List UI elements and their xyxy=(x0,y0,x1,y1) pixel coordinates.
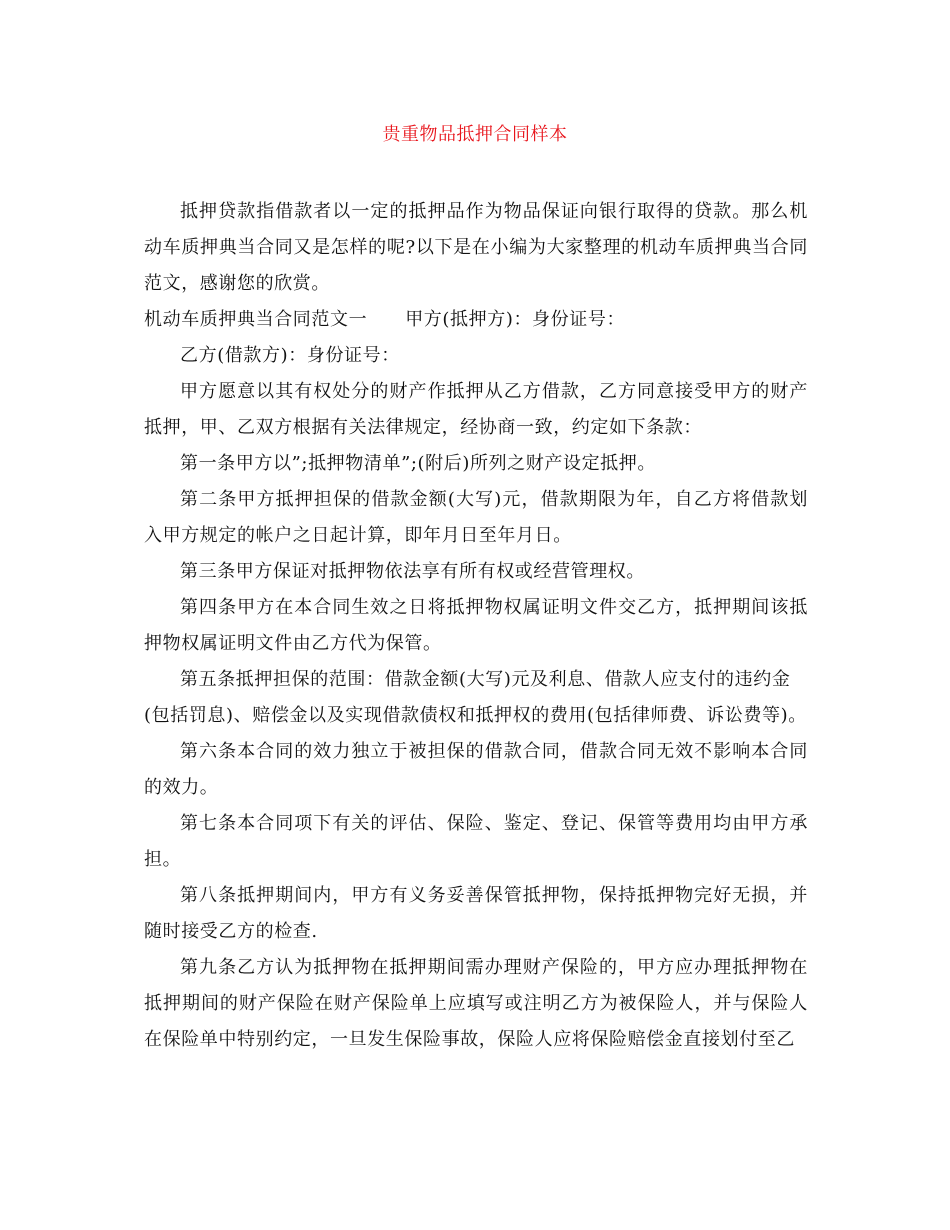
party-b-line: 乙方(借款方)：身份证号： xyxy=(180,345,400,366)
article-2: 第二条甲方抵押担保的借款金额(大写)元，借款期限为年，自乙方将借款划入甲方规定的帐户之日起计算，即年月日至年月日。 xyxy=(144,489,808,546)
document-body xyxy=(144,194,808,1058)
article-9: 第九条乙方认为抵押物在抵押期间需办理财产保险的，甲方应办理抵押物在抵押期间的财产保险在财产保险单上应填写或注明乙方为被保险人，并与保险人在保险单中特别约定，一旦发生保险事故，保险人应将保险赔偿金直接划付至乙 xyxy=(144,957,808,1050)
article-5: 第五条抵押担保的范围：借款金额(大写)元及利息、借款人应支付的违约金(包括罚息)、赔偿金以及实现借款债权和抵押权的费用(包括律师费、诉讼费等)。 xyxy=(144,669,807,726)
document-title: 贵重物品抵押合同样本 xyxy=(382,124,568,145)
intro-paragraph: 抵押贷款指借款者以一定的抵押品作为物品保证向银行取得的贷款。那么机动车质押典当合同又是怎样的呢?以下是在小编为大家整理的机动车质押典当合同范文，感谢您的欣赏。 xyxy=(144,201,808,294)
preamble-paragraph: 甲方愿意以其有权处分的财产作抵押从乙方借款，乙方同意接受甲方的财产抵押，甲、乙双方根据有关法律规定，经协商一致，约定如下条款： xyxy=(144,381,808,438)
article-1: 第一条甲方以”;抵押物清单”;(附后)所列之财产设定抵押。 xyxy=(180,453,656,474)
article-8: 第八条抵押期间内，甲方有义务妥善保管抵押物，保持抵押物完好无损，并随时接受乙方的检查. xyxy=(144,885,808,942)
article-7: 第七条本合同项下有关的评估、保险、鉴定、登记、保管等费用均由甲方承担。 xyxy=(144,813,808,870)
contract-heading-line xyxy=(144,302,808,338)
article-4: 第四条甲方在本合同生效之日将抵押物权属证明文件交乙方，抵押期间该抵押物权属证明文件由乙方代为保管。 xyxy=(144,597,808,654)
article-6: 第六条本合同的效力独立于被担保的借款合同，借款合同无效不影响本合同的效力。 xyxy=(144,741,808,798)
contract-heading: 机动车质押典当合同范文一 xyxy=(144,309,368,330)
article-3: 第三条甲方保证对抵押物依法享有所有权或经营管理权。 xyxy=(180,561,645,582)
party-a-line: 甲方(抵押方)：身份证号： xyxy=(405,309,626,330)
